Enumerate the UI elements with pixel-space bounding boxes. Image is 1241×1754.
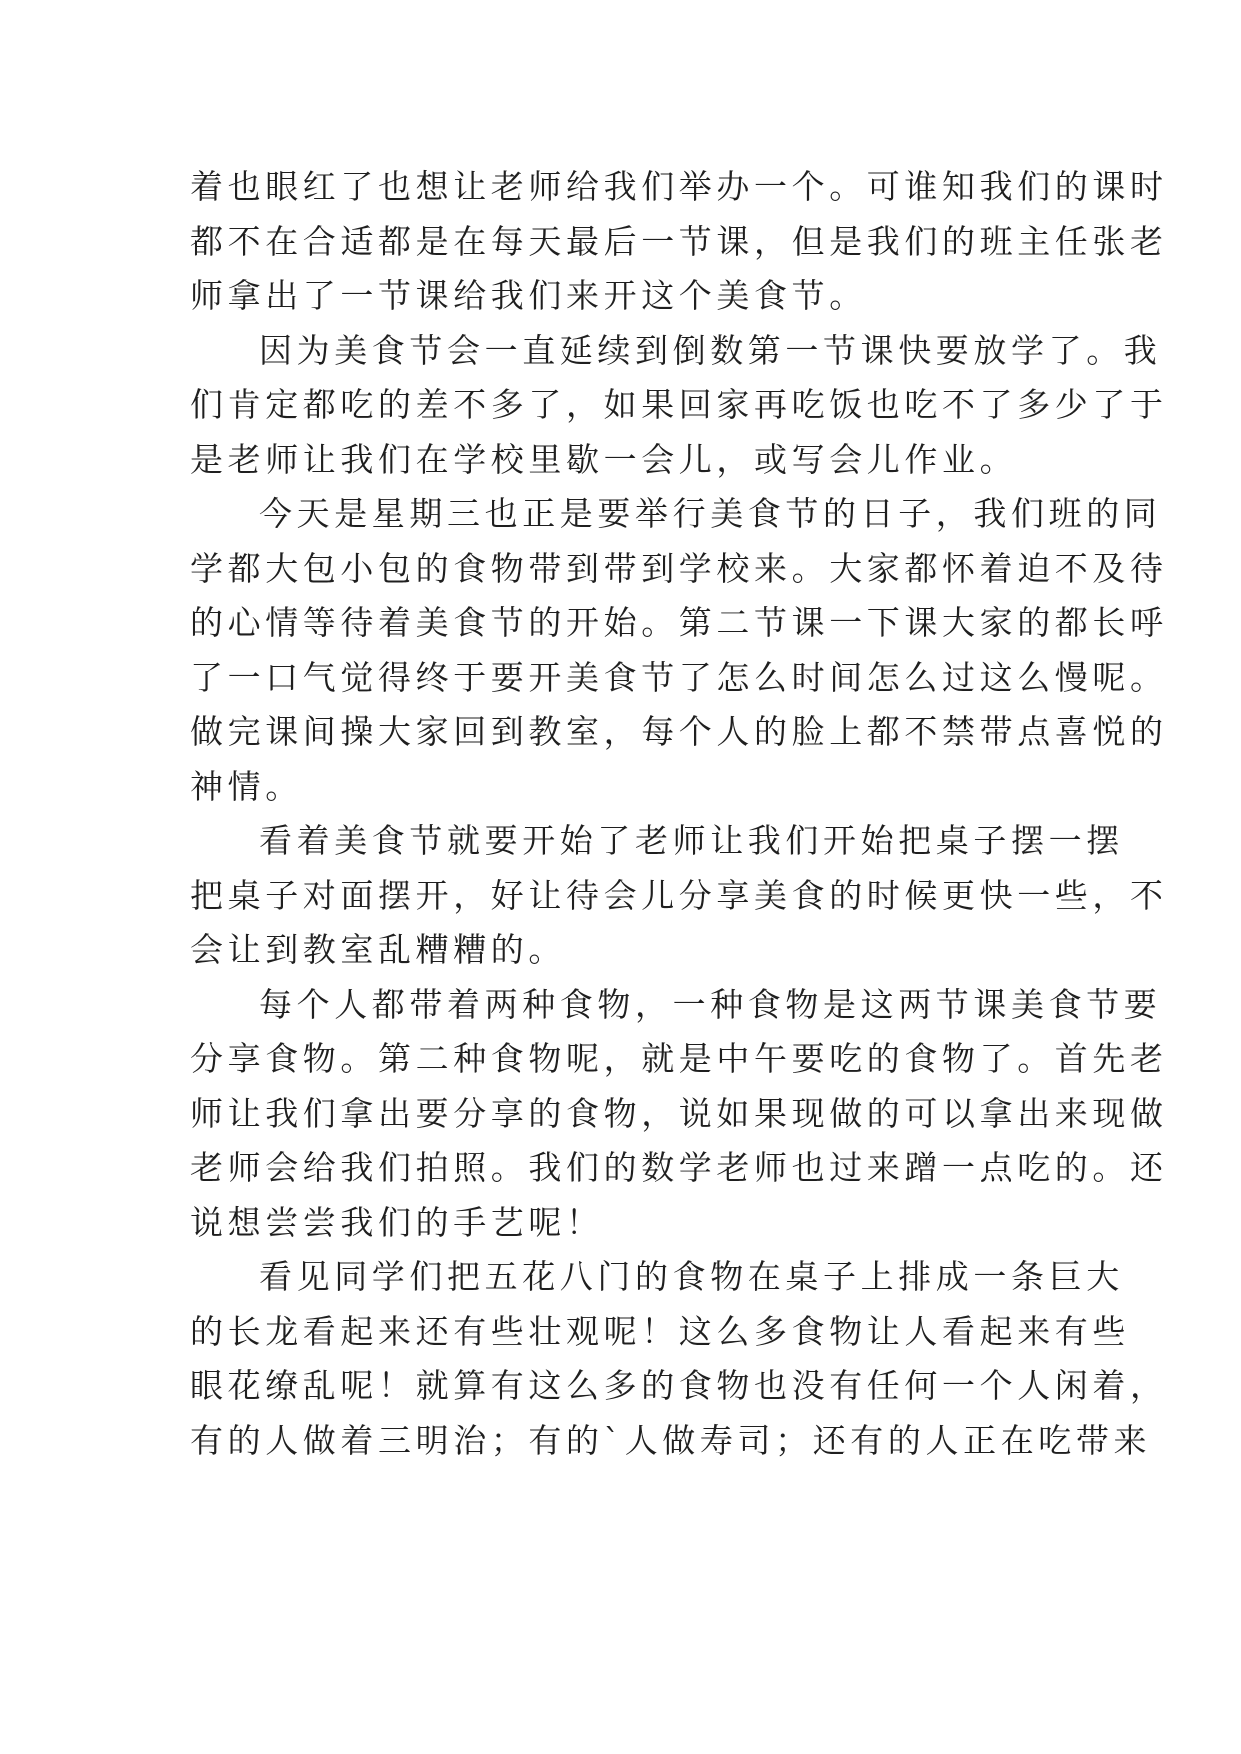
text-line: 把桌子对面摆开，好让待会儿分享美食的时候更快一些，不 (190, 875, 1168, 915)
text-line: 的心情等待着美食节的开始。第二节课一下课大家的都长呼 (190, 603, 1168, 642)
text-line: 老师会给我们拍照。我们的数学老师也过来蹭一点吃的。还 (190, 1148, 1168, 1187)
text-line: 都不在合适都是在每天最后一节课，但是我们的班主任张老 (190, 221, 1168, 261)
text-line: 们肯定都吃的差不多了，如果回家再吃饭也吃不了多少了于 (190, 385, 1168, 424)
text-line: 师拿出了一节课给我们来开这个美食节。 (190, 276, 867, 315)
text-line: 是老师让我们在学校里歇一会儿，或写会儿作业。 (190, 439, 1018, 479)
text-line: 说想尝尝我们的手艺呢！ (190, 1202, 604, 1242)
paragraph-first-line: 因为美食节会一直延续到倒数第一节课快要放学了。我 (259, 330, 1162, 370)
paragraph-first-line: 看着美食节就要开始了老师让我们开始把桌子摆一摆 (259, 821, 1124, 860)
paragraph-first-line: 看见同学们把五花八门的食物在桌子上排成一条巨大 (259, 1257, 1124, 1296)
text-line: 神情。 (190, 766, 303, 806)
text-line: 做完课间操大家回到教室，每个人的脸上都不禁带点喜悦的 (190, 712, 1168, 751)
body-text (190, 160, 1168, 1468)
text-line: 着也眼红了也想让老师给我们举办一个。可谁知我们的课时 (190, 167, 1168, 206)
paragraph-first-line: 每个人都带着两种食物，一种食物是这两节课美食节要 (259, 984, 1162, 1024)
text-line: 的长龙看起来还有些壮观呢！这么多食物让人看起来有些 (190, 1311, 1130, 1351)
text-line: 有的人做着三明治；有的`人做寿司；还有的人正在吃带来 (190, 1420, 1152, 1460)
text-line: 了一口气觉得终于要开美食节了怎么时间怎么过这么慢呢。 (190, 657, 1168, 697)
text-line: 分享食物。第二种食物呢，就是中午要吃的食物了。首先老 (190, 1039, 1168, 1078)
text-line: 眼花缭乱呢！就算有这么多的食物也没有任何一个人闲着， (190, 1366, 1168, 1405)
text-line: 学都大包小包的食物带到带到学校来。大家都怀着迫不及待 (190, 548, 1168, 588)
text-line: 会让到教室乱糟糟的。 (190, 930, 566, 969)
paragraph-first-line: 今天是星期三也正是要举行美食节的日子，我们班的同 (259, 494, 1162, 533)
text-line: 师让我们拿出要分享的食物，说如果现做的可以拿出来现做 (190, 1093, 1168, 1133)
